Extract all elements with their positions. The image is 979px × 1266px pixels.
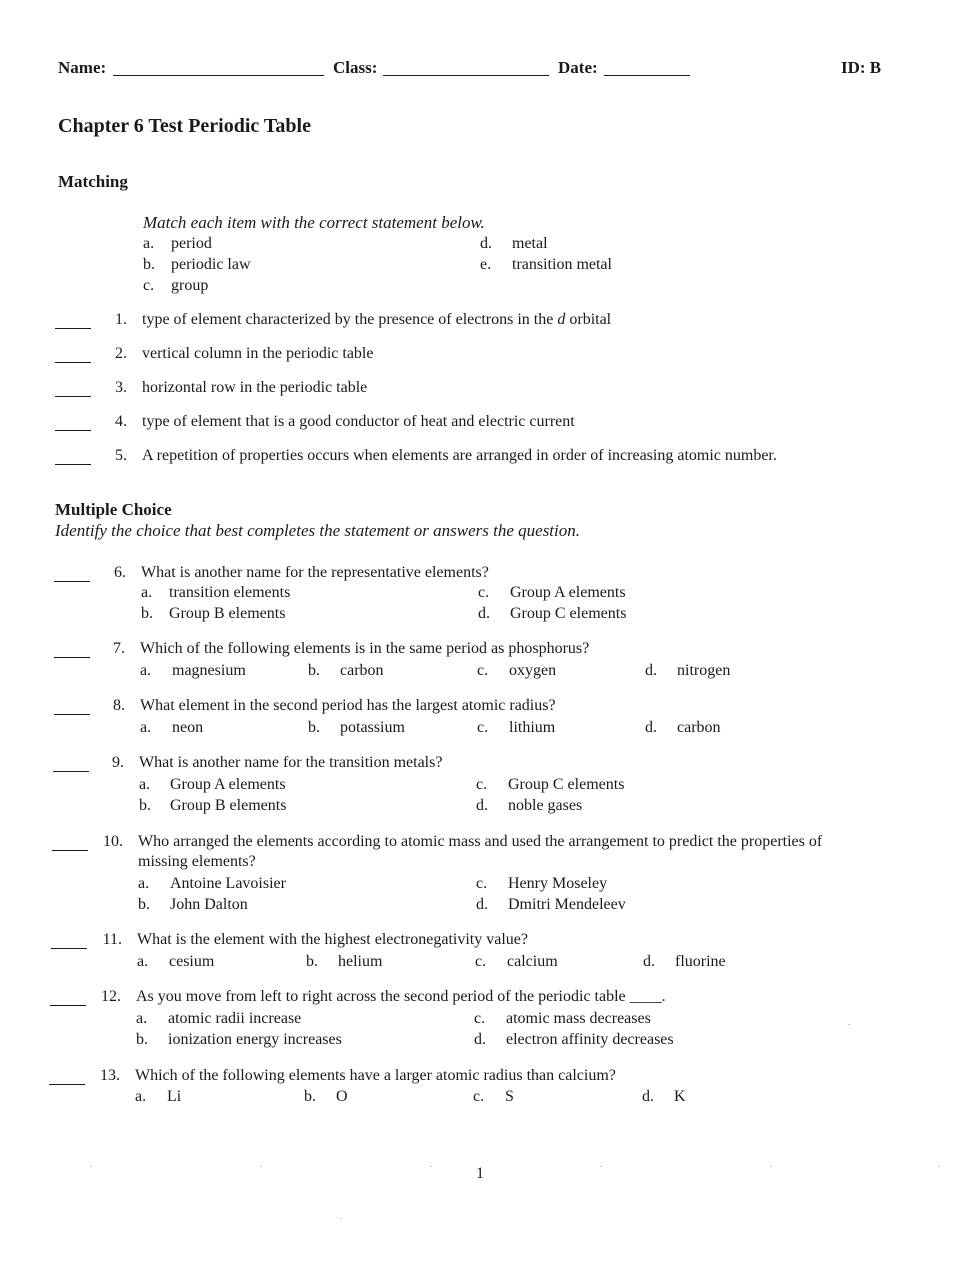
choice: b. ionization energy increases bbox=[136, 1031, 342, 1048]
choice: c. Henry Moseley bbox=[476, 875, 608, 892]
answer-blank[interactable] bbox=[55, 430, 91, 431]
choice: a. Antoine Lavoisier bbox=[138, 875, 286, 892]
choice: b. O bbox=[304, 1088, 348, 1105]
matching-option: a. period bbox=[143, 235, 212, 252]
question-number: 7. bbox=[113, 640, 125, 657]
choice: d. noble gases bbox=[476, 797, 583, 814]
choice: d. Dmitri Mendeleev bbox=[476, 896, 626, 913]
matching-instruction: Match each item with the correct statement below. bbox=[143, 213, 485, 232]
scan-speck bbox=[340, 1218, 342, 1219]
item-number: 2. bbox=[115, 345, 127, 362]
choice: b. potassium bbox=[308, 719, 405, 736]
choice: c. Group A elements bbox=[478, 584, 626, 601]
question-text: As you move from left to right across the second period of the periodic table ____. bbox=[136, 988, 666, 1005]
item-number: 3. bbox=[115, 379, 127, 396]
question-text: What element in the second period has the largest atomic radius? bbox=[140, 697, 556, 714]
choice: a. cesium bbox=[137, 953, 215, 970]
question-text: Which of the following elements have a larger atomic radius than calcium? bbox=[135, 1067, 616, 1084]
matching-option: d. metal bbox=[480, 235, 548, 252]
question-number: 11. bbox=[102, 931, 122, 948]
item-number: 5. bbox=[115, 447, 127, 464]
choice: b. carbon bbox=[308, 662, 384, 679]
question-text-continued: missing elements? bbox=[138, 853, 256, 870]
answer-blank[interactable] bbox=[51, 948, 87, 949]
answer-blank[interactable] bbox=[49, 1084, 85, 1085]
choice: a. Group A elements bbox=[139, 776, 286, 793]
choice: d. K bbox=[642, 1088, 686, 1105]
choice: b. Group B elements bbox=[141, 605, 286, 622]
multiple-choice-instruction: Identify the choice that best completes the statement or answers the question. bbox=[55, 521, 580, 540]
choice: c. atomic mass decreases bbox=[474, 1010, 651, 1027]
matching-option: b. periodic law bbox=[143, 256, 251, 273]
scan-speck bbox=[938, 1166, 940, 1167]
choice: c. oxygen bbox=[477, 662, 557, 679]
choice: d. nitrogen bbox=[645, 662, 731, 679]
page-title: Chapter 6 Test Periodic Table bbox=[58, 115, 311, 137]
choice: a. magnesium bbox=[140, 662, 246, 679]
choice: a. Li bbox=[135, 1088, 182, 1105]
multiple-choice-heading: Multiple Choice bbox=[55, 500, 172, 519]
answer-blank[interactable] bbox=[54, 714, 90, 715]
choice: a. transition elements bbox=[141, 584, 291, 601]
choice: c. S bbox=[473, 1088, 514, 1105]
question-text: What is another name for the representative elements? bbox=[141, 564, 489, 581]
question-number: 8. bbox=[113, 697, 125, 714]
choice: b. John Dalton bbox=[138, 896, 248, 913]
answer-blank[interactable] bbox=[54, 657, 90, 658]
name-label: Name: bbox=[58, 58, 107, 77]
choice: c. Group C elements bbox=[476, 776, 625, 793]
answer-blank[interactable] bbox=[55, 362, 91, 363]
class-label: Class: bbox=[333, 58, 378, 77]
class-field-line[interactable] bbox=[383, 75, 549, 76]
question-text: What is another name for the transition metals? bbox=[139, 754, 443, 771]
matching-option: c. group bbox=[143, 277, 209, 294]
question-text: Who arranged the elements according to atomic mass and used the arrangement to predict the properties of bbox=[138, 833, 823, 850]
question-text: Which of the following elements is in the same period as phosphorus? bbox=[140, 640, 590, 657]
choice: d. fluorine bbox=[643, 953, 726, 970]
id-label: ID: B bbox=[841, 58, 882, 77]
name-field-line[interactable] bbox=[113, 75, 324, 76]
choice: d. Group C elements bbox=[478, 605, 627, 622]
answer-blank[interactable] bbox=[55, 328, 91, 329]
matching-option: e. transition metal bbox=[480, 256, 612, 273]
scan-speck bbox=[848, 1024, 850, 1025]
question-number: 9. bbox=[112, 754, 124, 771]
choice: d. carbon bbox=[645, 719, 721, 736]
choice: b. helium bbox=[306, 953, 383, 970]
matching-item-text: A repetition of properties occurs when elements are arranged in order of increasing atomic number. bbox=[142, 447, 777, 464]
matching-item-text: horizontal row in the periodic table bbox=[142, 379, 368, 396]
matching-item-text: vertical column in the periodic table bbox=[142, 345, 374, 362]
scan-speck bbox=[430, 1166, 432, 1167]
date-label: Date: bbox=[558, 58, 598, 77]
date-field-line[interactable] bbox=[604, 75, 690, 76]
question-number: 10. bbox=[103, 833, 123, 850]
page-number: 1 bbox=[476, 1165, 484, 1182]
answer-blank[interactable] bbox=[55, 396, 91, 397]
choice: a. neon bbox=[140, 719, 204, 736]
answer-blank[interactable] bbox=[54, 581, 90, 582]
question-number: 13. bbox=[100, 1067, 120, 1084]
choice: d. electron affinity decreases bbox=[474, 1031, 674, 1048]
matching-item-text: type of element that is a good conductor of heat and electric current bbox=[142, 413, 575, 430]
scan-speck bbox=[260, 1166, 262, 1167]
question-number: 12. bbox=[101, 988, 121, 1005]
answer-blank[interactable] bbox=[52, 850, 88, 851]
matching-heading: Matching bbox=[58, 172, 128, 191]
scan-speck bbox=[770, 1166, 772, 1167]
answer-blank[interactable] bbox=[50, 1005, 86, 1006]
item-number: 4. bbox=[115, 413, 127, 430]
item-number: 1. bbox=[115, 311, 127, 328]
question-text: What is the element with the highest electronegativity value? bbox=[137, 931, 528, 948]
answer-blank[interactable] bbox=[55, 464, 91, 465]
answer-blank[interactable] bbox=[53, 771, 89, 772]
choice: b. Group B elements bbox=[139, 797, 287, 814]
choice: a. atomic radii increase bbox=[136, 1010, 302, 1027]
scan-speck bbox=[600, 1166, 602, 1167]
choice: c. calcium bbox=[475, 953, 558, 970]
choice: c. lithium bbox=[477, 719, 556, 736]
question-number: 6. bbox=[114, 564, 126, 581]
scan-speck bbox=[90, 1166, 92, 1167]
matching-item-text: type of element characterized by the presence of electrons in the d orbital bbox=[142, 311, 612, 328]
